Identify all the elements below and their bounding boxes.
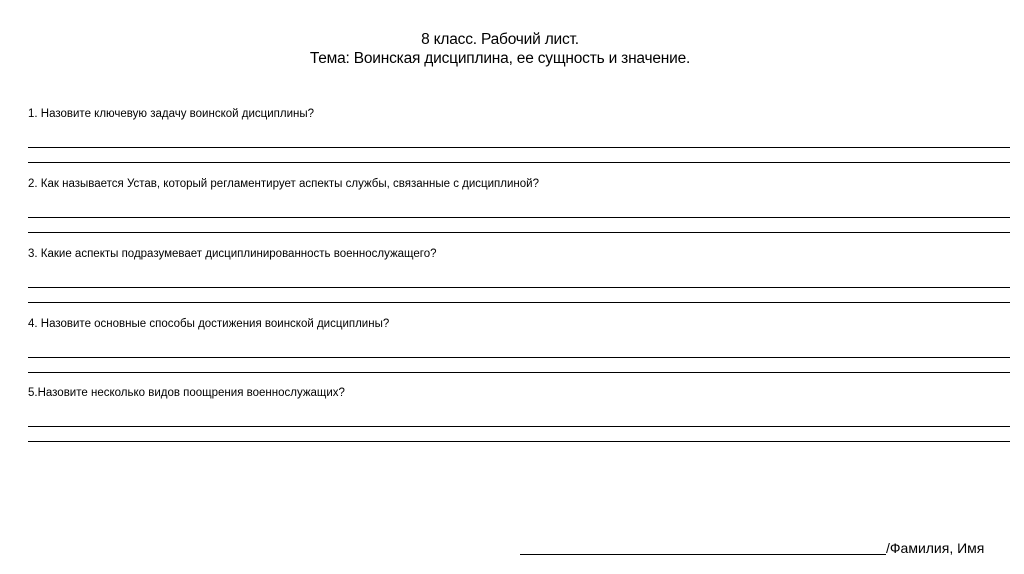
signature-line[interactable] xyxy=(520,554,886,555)
answer-line[interactable] xyxy=(28,147,1010,148)
question-block xyxy=(28,247,1010,261)
question-block xyxy=(28,386,1010,400)
answer-line[interactable] xyxy=(28,426,1010,427)
question-text: 3. Какие аспекты подразумевает дисциплинированность военнослужащего? xyxy=(28,248,437,260)
question-block xyxy=(28,317,1010,331)
answer-line[interactable] xyxy=(28,372,1010,373)
worksheet-title xyxy=(0,30,1000,68)
question-text: 1. Назовите ключевую задачу воинской дисциплины? xyxy=(28,108,315,120)
answer-line[interactable] xyxy=(28,441,1010,442)
question-text: 5.Назовите несколько видов поощрения военнослужащих? xyxy=(28,387,345,399)
title-line-grade: 8 класс. Рабочий лист. xyxy=(421,31,579,48)
answer-line[interactable] xyxy=(28,162,1010,163)
question-text: 4. Назовите основные способы достижения воинской дисциплины? xyxy=(28,318,390,330)
signature-label: /Фамилия, Имя xyxy=(886,540,985,556)
signature-block xyxy=(520,538,1020,558)
answer-line[interactable] xyxy=(28,302,1010,303)
title-line-topic: Тема: Воинская дисциплина, ее сущность и значение. xyxy=(309,50,691,67)
answer-line[interactable] xyxy=(28,232,1010,233)
question-text: 2. Как называется Устав, который регламентирует аспекты службы, связанные с дисциплиной? xyxy=(28,178,539,190)
answer-line[interactable] xyxy=(28,287,1010,288)
question-block xyxy=(28,107,1010,121)
question-block xyxy=(28,177,1010,191)
answer-line[interactable] xyxy=(28,217,1010,218)
answer-line[interactable] xyxy=(28,357,1010,358)
